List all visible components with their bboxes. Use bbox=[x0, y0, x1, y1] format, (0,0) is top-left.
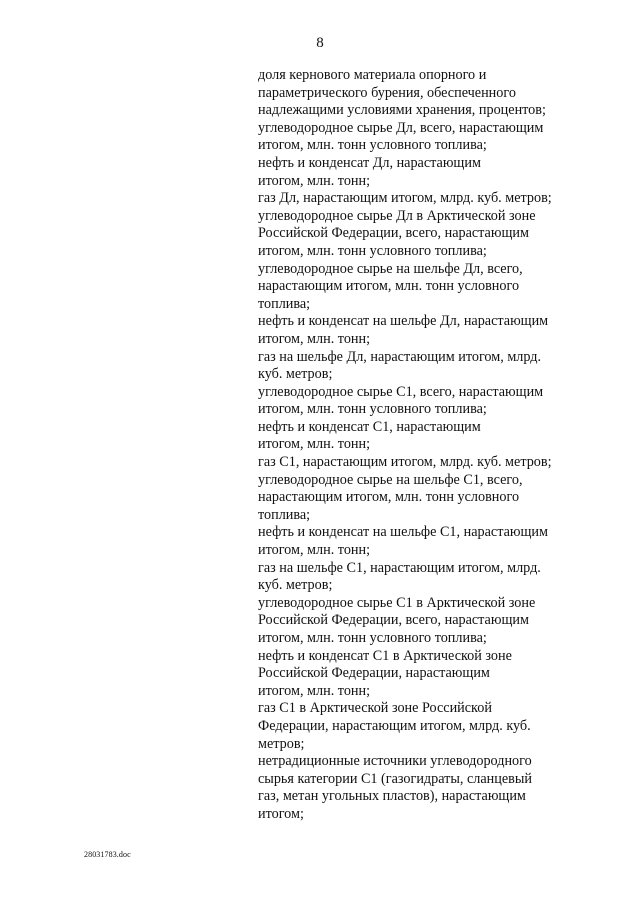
text-line: газ на шельфе С1, нарастающим итогом, млрд. bbox=[258, 559, 541, 576]
text-line: углеводородное сырье Дл, всего, нарастающим bbox=[258, 119, 544, 136]
text-line: куб. метров; bbox=[258, 366, 333, 383]
text-line: Российской Федерации, всего, нарастающим bbox=[258, 612, 529, 629]
text-line: надлежащими условиями хранения, процентов; bbox=[258, 102, 546, 119]
text-line: итогом, млн. тонн условного топлива; bbox=[258, 630, 487, 646]
text-line: итогом, млн. тонн; bbox=[258, 682, 371, 699]
text-line: метров; bbox=[258, 735, 305, 752]
text-line: Российской Федерации, нарастающим bbox=[258, 665, 490, 682]
text-line: газ С1 в Арктической зоне Российской bbox=[258, 700, 492, 717]
text-line: нефть и конденсат на шельфе Дл, нарастающим bbox=[258, 313, 549, 330]
page-number: 8 bbox=[316, 35, 324, 51]
text-line: Федерации, нарастающим итогом, млрд. куб. bbox=[258, 717, 531, 734]
text-line: итогом, млн. тонн; bbox=[258, 172, 371, 189]
text-line: газ Дл, нарастающим итогом, млрд. куб. метров; bbox=[258, 190, 552, 207]
document-body bbox=[258, 67, 588, 824]
text-line: итогом, млн. тонн условного топлива; bbox=[258, 137, 487, 154]
text-line: сырья категории С1 (газогидраты, сланцевый bbox=[258, 770, 532, 787]
text-line: нарастающим итогом, млн. тонн условного bbox=[258, 278, 520, 295]
text-line: углеводородное сырье на шельфе Дл, всего, bbox=[258, 260, 523, 277]
footer-file-name: 28031783.doc bbox=[84, 850, 131, 859]
text-line: итогом, млн. тонн условного топлива; bbox=[258, 242, 487, 259]
text-line: итогом, млн. тонн; bbox=[258, 330, 371, 347]
text-line: итогом, млн. тонн; bbox=[258, 542, 371, 559]
text-line: газ, метан угольных пластов), нарастающим bbox=[258, 788, 526, 805]
text-line: итогом; bbox=[258, 805, 304, 822]
text-line: газ С1, нарастающим итогом, млрд. куб. метров; bbox=[258, 454, 552, 471]
text-line: Российской Федерации, всего, нарастающим bbox=[258, 225, 529, 242]
text-line: куб. метров; bbox=[258, 577, 333, 594]
text-line: газ на шельфе Дл, нарастающим итогом, млрд. bbox=[258, 348, 542, 365]
text-line: углеводородное сырье С1, всего, нарастающим bbox=[258, 383, 544, 400]
text-line: параметрического бурения, обеспеченного bbox=[258, 84, 516, 101]
text-line: нетрадиционные источники углеводородного bbox=[258, 753, 532, 770]
text-line: нарастающим итогом, млн. тонн условного bbox=[258, 489, 520, 506]
text-line: нефть и конденсат С1 в Арктической зоне bbox=[258, 647, 512, 664]
text-line: итогом, млн. тонн; bbox=[258, 436, 371, 453]
text-line: углеводородное сырье на шельфе С1, всего, bbox=[258, 471, 523, 488]
text-line: нефть и конденсат на шельфе С1, нарастающим bbox=[258, 524, 548, 541]
text-line: итогом, млн. тонн условного топлива; bbox=[258, 401, 487, 418]
text-line: топлива; bbox=[258, 295, 311, 312]
text-line: углеводородное сырье С1 в Арктической зоне bbox=[258, 594, 536, 611]
text-line: нефть и конденсат Дл, нарастающим bbox=[258, 154, 481, 171]
text-line: доля кернового материала опорного и bbox=[258, 67, 487, 83]
text-line: топлива; bbox=[258, 506, 311, 523]
text-line: углеводородное сырье Дл в Арктической зоне bbox=[258, 207, 536, 224]
text-line: нефть и конденсат С1, нарастающим bbox=[258, 418, 481, 435]
